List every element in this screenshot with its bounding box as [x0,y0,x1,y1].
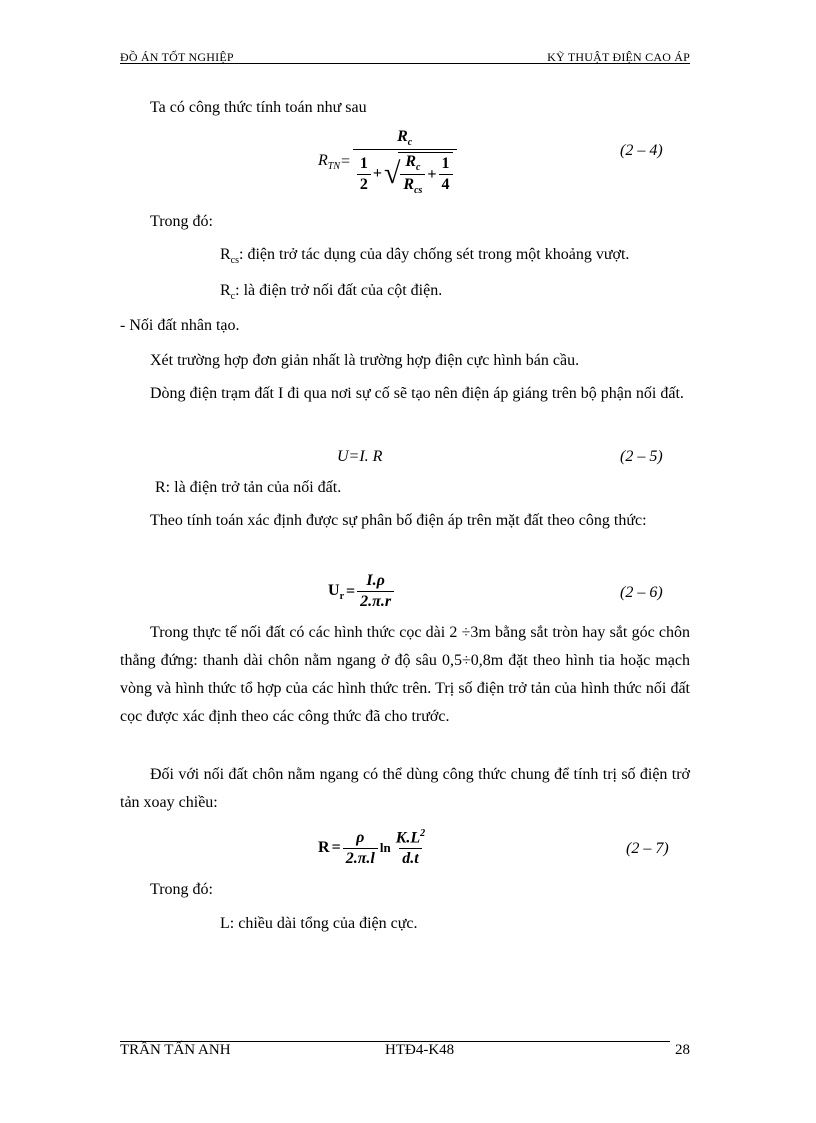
eq24-lhs: $R_{TN}$ [318,152,341,172]
eq26-number: (2 – 6) [620,584,663,601]
footer-class: HTĐ4-K48 [385,1042,455,1058]
eq27-number: (2 – 7) [626,840,669,857]
page-number: 28 [675,1042,690,1058]
def-rcs: $R_{cs}$: điện trở tác dụng của dây chống sét trong một khoảng vượt. [220,246,630,266]
def-rc: $R_c$: là điện trở nối đất của cột điện. [220,282,443,302]
equation-2-5: U=I. R [337,448,383,465]
current-paragraph: Dòng điện trạm đất I đi qua nơi sự cố sẽ tạo nên điện áp giáng trên bộ phận nối đất. [150,385,684,402]
intro-text: Ta có công thức tính toán như sau [150,99,367,116]
horizontal-paragraph: Đối với nối đất chôn nằm ngang có thể dùng công thức chung để tính trị số điện trở tản xoay chiều: [120,766,690,811]
equation-2-4: $R_{TN}$ = $R_c$ $\frac{1}{2}$ + √ $\frac{R_c}{R_{cs}}$ + $\frac{1}{4}$ [318,128,457,196]
footer-author: TRẦN TẤN ANH [120,1042,231,1058]
eq24-fraction: $R_c$ $\frac{1}{2}$ + √ $\frac{R_c}{R_{cs}}$ + $\frac{1}{4}$ [353,128,457,196]
hemisphere-text: Xét trường hợp đơn giản nhất là trường hợp điện cực hình bán cầu. [150,352,580,369]
header-right: KỸ THUẬT ĐIỆN CAO ÁP [547,50,690,64]
equation-2-7: R = $\frac{\rho}{2.\pi.l}$ ln $\frac{K.L^2}{d.t}$ [318,828,426,868]
where-label-2: Trong đó: [150,881,213,898]
distribution-paragraph: Theo tính toán xác định được sự phân bố điện áp trên mặt đất theo công thức: [150,512,647,529]
radical-icon: √ [383,157,401,190]
equation-2-6: $U_r$ = $\frac{I.\rho}{2.\pi.r}$ [328,572,394,611]
header-left: ĐỒ ÁN TỐT NGHIỆP [120,50,234,64]
eq24-number: (2 – 4) [620,142,663,159]
artificial-grounding: - Nối đất nhân tạo. [120,317,240,334]
l-definition: L: chiều dài tổng của điện cực. [220,915,418,932]
header-rule [120,63,690,64]
practice-paragraph: Trong thực tế nối đất có các hình thức cọc dài 2 ÷3m bằng sắt tròn hay sắt góc chôn thẳng đứng: thanh dài chôn nằm ngang ở độ sâu 0,5÷0,8m đặt theo hình tia hoặc mạch vòng và hình thức tổ hợp của các hình thức trên. Trị số điện trở tản của hình thức nối đất cọc được xác định theo các công thức đã cho trước. [120,624,690,725]
eq25-number: (2 – 5) [620,448,663,465]
where-label-1: Trong đó: [150,213,213,230]
r-definition: R: là điện trở tản của nối đất. [155,479,342,496]
